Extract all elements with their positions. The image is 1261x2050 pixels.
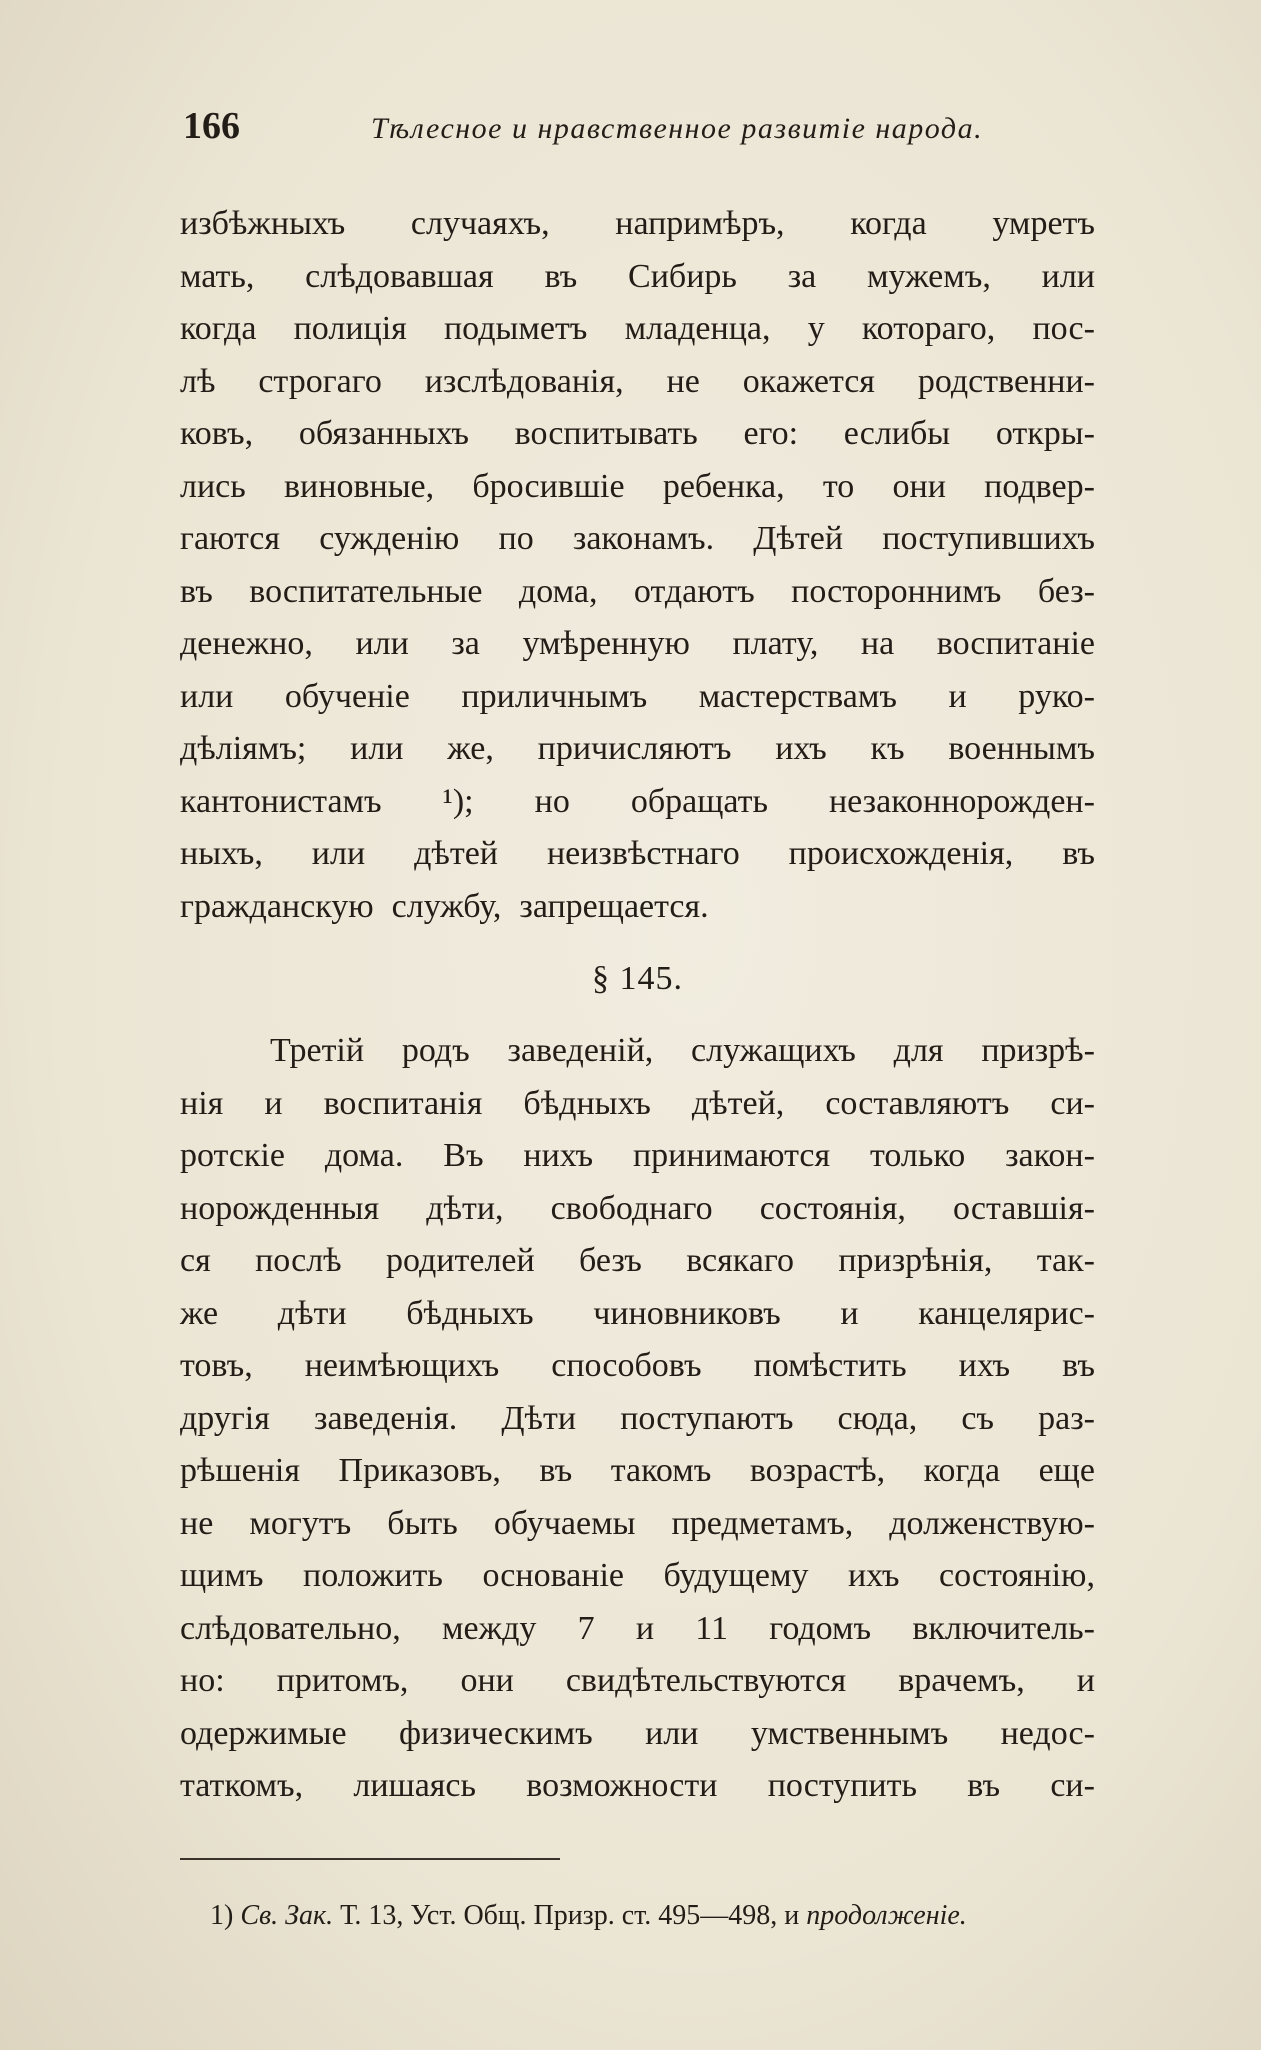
- text-line: рѣшенія Приказовъ, въ такомъ возрастѣ, когда еще: [180, 1452, 1095, 1489]
- section-heading: § 145.: [592, 960, 683, 997]
- text-line: но: притомъ, они свидѣтельствуются врачемъ, и: [180, 1662, 1095, 1699]
- text-line: ныхъ, или дѣтей неизвѣстнаго происхожденія, въ: [180, 835, 1095, 872]
- text-line: норожденныя дѣти, свободнаго состоянія, оставшія-: [180, 1189, 1095, 1227]
- text-line: мать, слѣдовавшая въ Сибирь за мужемъ, или: [180, 257, 1095, 295]
- text-line: избѣжныхъ случаяхъ, напримѣръ, когда умретъ: [180, 205, 1095, 242]
- footnote-rule: [180, 1858, 560, 1860]
- paragraph-continued: [180, 198, 1095, 933]
- footnote: [210, 1900, 1110, 1932]
- footnote-tail: продолженіе.: [806, 1900, 967, 1931]
- text-line: въ воспитательные дома, отдаютъ постороннимъ без-: [180, 572, 1095, 610]
- text-line: же дѣти бѣдныхъ чиновниковъ и канцелярис-: [180, 1294, 1095, 1332]
- text-line: кантонистамъ ¹); но обращать незаконнорожден-: [180, 782, 1095, 820]
- paragraph-section-145: [180, 1025, 1095, 1813]
- text-line: лѣ строгаго изслѣдованія, не окажется родственни-: [180, 362, 1095, 400]
- text-line: нія и воспитанія бѣдныхъ дѣтей, составляютъ си-: [180, 1084, 1095, 1122]
- text-line: ротскіе дома. Въ нихъ принимаются только закон-: [180, 1137, 1095, 1174]
- text-line: одержимые физическимъ или умственнымъ недос-: [180, 1714, 1095, 1752]
- text-line: таткомъ, лишаясь возможности поступить въ си-: [180, 1767, 1095, 1804]
- footnote-marker: 1): [210, 1900, 234, 1931]
- page-header: [183, 104, 1095, 164]
- text-line: или обученіе приличнымъ мастерствамъ и руко-: [180, 677, 1095, 715]
- text-line: лись виновные, бросившіе ребенка, то они подвер-: [180, 467, 1095, 505]
- text-line: ся послѣ родителей безъ всякаго призрѣнія, так-: [180, 1242, 1095, 1279]
- running-title: Тѣлесное и нравственное развитіе народа.: [371, 112, 984, 145]
- footnote-source: Св. Зак.: [240, 1900, 334, 1931]
- text-line: щимъ положить основаніе будущему ихъ состоянію,: [180, 1557, 1095, 1594]
- text-line: товъ, неимѣющихъ способовъ помѣстить ихъ въ: [180, 1347, 1095, 1384]
- page-number: 166: [183, 105, 240, 147]
- text-line: гаются сужденію по законамъ. Дѣтей поступившихъ: [180, 520, 1095, 557]
- footnote-text: Т. 13, Уст. Общ. Призр. ст. 495—498, и: [340, 1900, 800, 1931]
- text-line: слѣдовательно, между 7 и 11 годомъ включитель-: [180, 1609, 1095, 1647]
- text-line: Третій родъ заведеній, служащихъ для призрѣ-: [270, 1032, 1095, 1069]
- text-line: гражданскую службу, запрещается.: [180, 887, 709, 925]
- text-line: дѣліямъ; или же, причисляютъ ихъ къ военнымъ: [180, 730, 1095, 767]
- text-line: денежно, или за умѣренную плату, на воспитаніе: [180, 625, 1095, 662]
- text-line: ковъ, обязанныхъ воспитывать его: еслибы откры-: [180, 415, 1095, 452]
- text-line: другія заведенія. Дѣти поступаютъ сюда, съ раз-: [180, 1399, 1095, 1437]
- page-body: [180, 198, 1095, 1813]
- text-line: когда полиція подыметъ младенца, у котораго, пос-: [180, 310, 1095, 347]
- text-line: не могутъ быть обучаемы предметамъ, долженствую-: [180, 1504, 1095, 1542]
